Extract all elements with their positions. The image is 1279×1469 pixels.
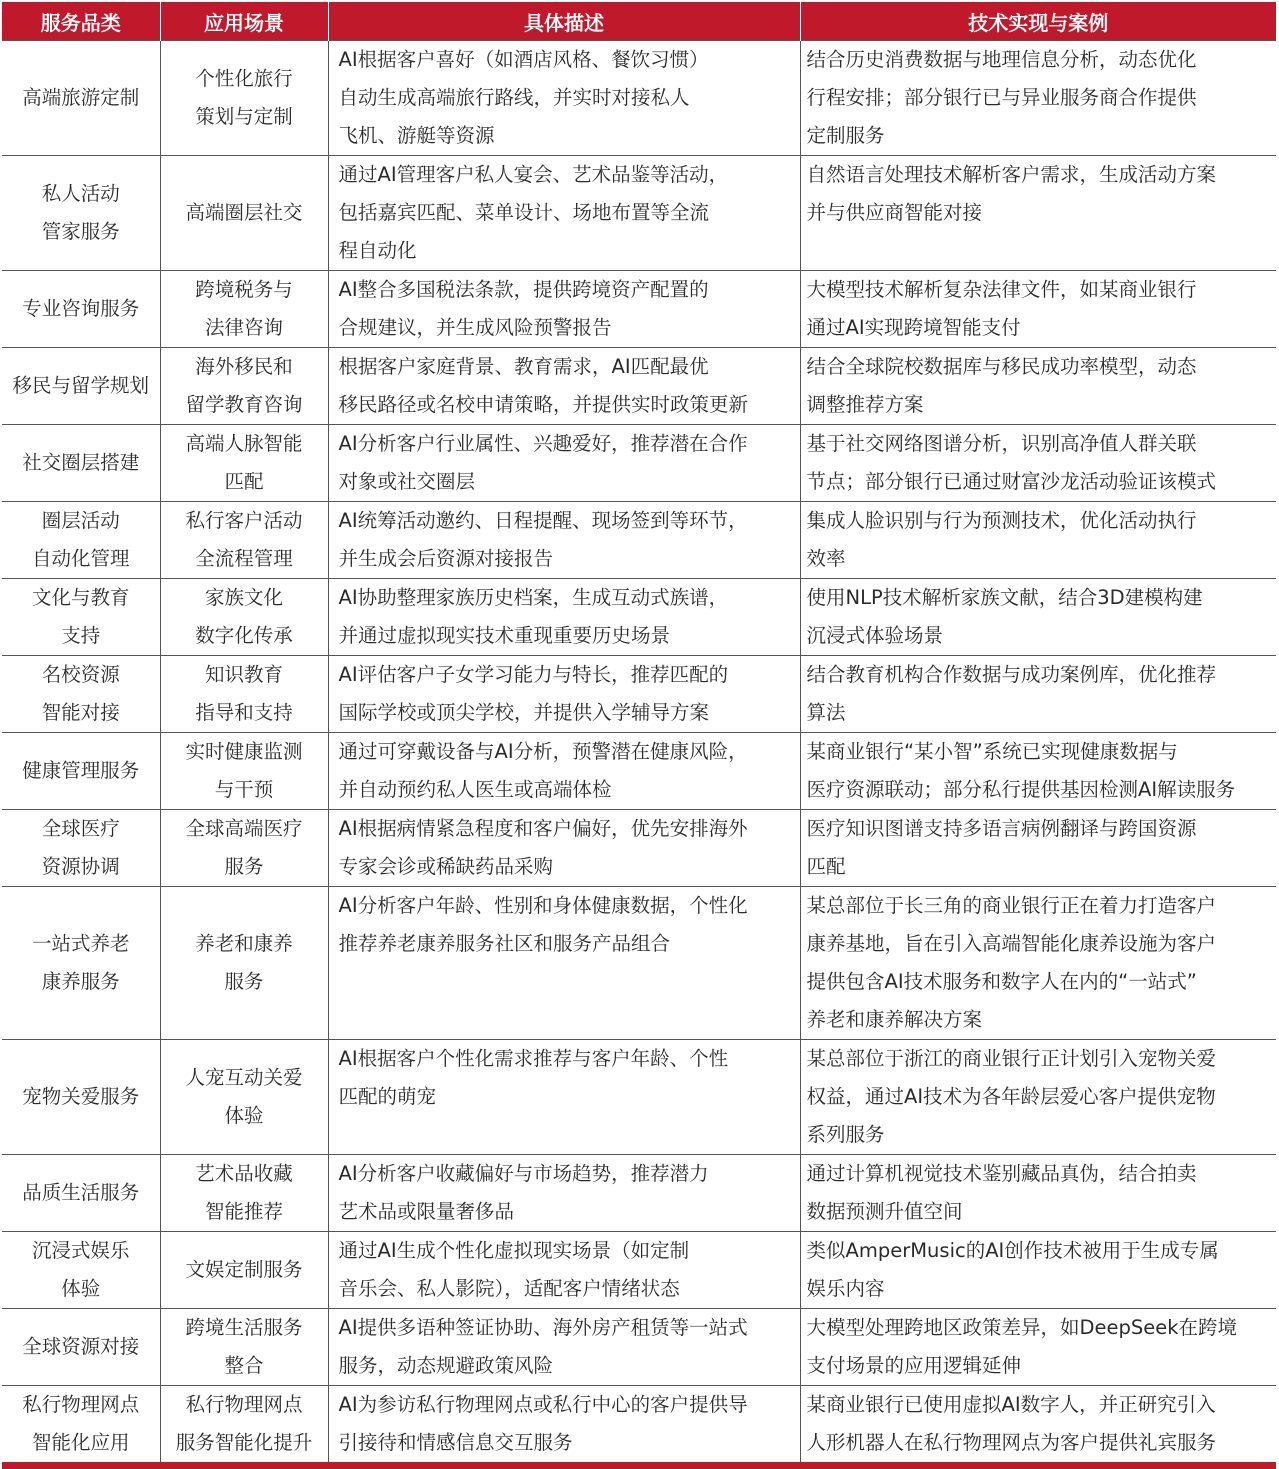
cell-line: 国际学校或顶尖学校，并提供入学辅导方案 bbox=[338, 701, 710, 724]
cell-line: 家族文化 bbox=[204, 586, 283, 609]
cell-line: 法律咨询 bbox=[204, 316, 283, 339]
cell-line: 服务 bbox=[224, 970, 264, 993]
cell-line: AI协助整理家族历史档案，生成互动式族谱， bbox=[338, 586, 729, 609]
cell-line: 使用NLP技术解析家族文献，结合3D建模构建 bbox=[806, 586, 1203, 609]
cell-line: 整合 bbox=[224, 1354, 264, 1377]
cell-scene bbox=[160, 810, 328, 887]
cell-line: 留学教育咨询 bbox=[185, 393, 303, 416]
cell-line: 康养服务 bbox=[41, 970, 120, 993]
cell-line: 定制服务 bbox=[806, 124, 885, 147]
cell-line: 私行客户活动 bbox=[185, 509, 303, 532]
cell-tech bbox=[800, 733, 1276, 810]
cell-line: 通过计算机视觉技术鉴别藏品真伪，结合拍卖 bbox=[806, 1162, 1197, 1185]
cell-line: 效率 bbox=[806, 547, 846, 570]
cell-category bbox=[2, 579, 160, 656]
cell-tech bbox=[800, 1386, 1276, 1463]
cell-line: 集成人脸识别与行为预测技术，优化活动执行 bbox=[806, 509, 1197, 532]
cell-line: 推荐养老康养服务社区和服务产品组合 bbox=[338, 932, 671, 955]
cell-line: 匹配 bbox=[806, 855, 846, 878]
cell-description bbox=[328, 425, 800, 502]
cell-category bbox=[2, 348, 160, 425]
cell-tech bbox=[800, 156, 1276, 271]
cell-line: 养老和康养 bbox=[195, 932, 293, 955]
cell-tech bbox=[800, 271, 1276, 348]
cell-description bbox=[328, 579, 800, 656]
cell-line: 管家服务 bbox=[41, 220, 120, 243]
cell-tech bbox=[800, 425, 1276, 502]
cell-line: 支付场景的应用逻辑延伸 bbox=[806, 1354, 1022, 1377]
cell-tech bbox=[800, 348, 1276, 425]
cell-line: 专家会诊或稀缺药品采购 bbox=[338, 855, 554, 878]
cell-tech bbox=[800, 502, 1276, 579]
cell-category bbox=[2, 425, 160, 502]
cell-line: 某总部位于长三角的商业银行正在着力打造客户 bbox=[806, 894, 1217, 917]
cell-category bbox=[2, 810, 160, 887]
cell-tech bbox=[800, 41, 1276, 156]
cell-line: 引接待和情感信息交互服务 bbox=[338, 1431, 573, 1454]
cell-description bbox=[328, 502, 800, 579]
table-row bbox=[2, 41, 1276, 156]
cell-line: 音乐会、私人影院），适配客户情绪状态 bbox=[338, 1277, 680, 1300]
cell-line: 服务智能化提升 bbox=[175, 1431, 313, 1454]
table-row bbox=[2, 348, 1276, 425]
cell-category bbox=[2, 1232, 160, 1309]
cell-line: 人宠互动关爱 bbox=[185, 1066, 303, 1089]
cell-scene bbox=[160, 348, 328, 425]
cell-category bbox=[2, 1155, 160, 1232]
cell-line: 高端人脉智能 bbox=[185, 432, 303, 455]
table-row bbox=[2, 579, 1276, 656]
cell-line: 康养基地，旨在引入高端智能化康养设施为客户 bbox=[806, 932, 1217, 955]
header-tech-and-cases: 技术实现与案例 bbox=[800, 2, 1276, 41]
cell-line: 系列服务 bbox=[806, 1123, 885, 1146]
cell-line: 娱乐内容 bbox=[806, 1277, 885, 1300]
cell-category bbox=[2, 887, 160, 1040]
cell-line: 大模型处理跨地区政策差异，如DeepSeek在跨境 bbox=[806, 1316, 1238, 1339]
cell-line: 体验 bbox=[61, 1277, 101, 1300]
cell-description bbox=[328, 1232, 800, 1309]
cell-line: 移民路径或名校申请策略，并提供实时政策更新 bbox=[338, 393, 749, 416]
cell-line: 一站式养老 bbox=[31, 932, 130, 955]
cell-line: 根据客户家庭背景、教育需求，AI匹配最优 bbox=[338, 355, 709, 378]
cell-category bbox=[2, 156, 160, 271]
cell-line: 节点；部分银行已通过财富沙龙活动验证该模式 bbox=[806, 470, 1217, 493]
cell-line: 并通过虚拟现实技术重现重要历史场景 bbox=[338, 624, 671, 647]
cell-line: 高端圈层社交 bbox=[185, 201, 303, 224]
table-row bbox=[2, 887, 1276, 1040]
cell-line: 服务 bbox=[224, 855, 264, 878]
cell-tech bbox=[800, 810, 1276, 887]
cell-line: 医疗资源联动；部分私行提供基因检测AI解读服务 bbox=[806, 778, 1236, 801]
cell-line: 自然语言处理技术解析客户需求，生成活动方案 bbox=[806, 163, 1217, 186]
cell-line: 体验 bbox=[224, 1104, 264, 1127]
cell-tech bbox=[800, 1309, 1276, 1386]
header-row bbox=[2, 2, 1276, 41]
cell-tech bbox=[800, 1232, 1276, 1309]
cell-tech bbox=[800, 887, 1276, 1040]
cell-line: 海外移民和 bbox=[195, 355, 293, 378]
cell-line: AI为参访私行物理网点或私行中心的客户提供导 bbox=[338, 1393, 748, 1416]
cell-line: 私行物理网点 bbox=[22, 1393, 140, 1416]
cell-line: 提供包含AI技术服务和数字人在内的“一站式” bbox=[806, 970, 1197, 993]
cell-line: 自动化管理 bbox=[31, 547, 130, 570]
cell-line: 策划与定制 bbox=[195, 105, 293, 128]
cell-line: AI评估客户子女学习能力与特长，推荐匹配的 bbox=[338, 663, 729, 686]
cell-line: 某商业银行已使用虚拟AI数字人，并正研究引入 bbox=[806, 1393, 1216, 1416]
cell-line: AI整合多国税法条款，提供跨境资产配置的 bbox=[338, 278, 709, 301]
cell-line: 指导和支持 bbox=[195, 701, 293, 724]
table-row bbox=[2, 733, 1276, 810]
table-row bbox=[2, 1040, 1276, 1155]
cell-line: AI统筹活动邀约、日程提醒、现场签到等环节， bbox=[338, 509, 748, 532]
cell-line: 通过AI生成个性化虚拟现实场景（如定制 bbox=[338, 1239, 690, 1262]
cell-line: 服务，动态规避政策风险 bbox=[338, 1354, 554, 1377]
cell-line: 全流程管理 bbox=[195, 547, 293, 570]
cell-line: 社交圈层搭建 bbox=[22, 451, 140, 474]
cell-line: 结合全球院校数据库与移民成功率模型，动态 bbox=[806, 355, 1197, 378]
cell-line: 品质生活服务 bbox=[22, 1181, 140, 1204]
cell-description bbox=[328, 1040, 800, 1155]
table-body bbox=[2, 41, 1276, 1463]
cell-scene bbox=[160, 1155, 328, 1232]
table-row bbox=[2, 810, 1276, 887]
cell-line: AI分析客户收藏偏好与市场趋势，推荐潜力 bbox=[338, 1162, 709, 1185]
cell-line: 包括嘉宾匹配、菜单设计、场地布置等全流 bbox=[338, 201, 710, 224]
cell-line: 权益，通过AI技术为各年龄层爱心客户提供宠物 bbox=[806, 1085, 1216, 1108]
cell-tech bbox=[800, 1155, 1276, 1232]
table-row bbox=[2, 656, 1276, 733]
cell-line: 并生成会后资源对接报告 bbox=[338, 547, 554, 570]
cell-description bbox=[328, 1155, 800, 1232]
cell-line: 医疗知识图谱支持多语言病例翻译与跨国资源 bbox=[806, 817, 1197, 840]
cell-scene bbox=[160, 1232, 328, 1309]
cell-line: 高端旅游定制 bbox=[22, 86, 140, 109]
cell-category bbox=[2, 733, 160, 810]
bottom-rule bbox=[2, 1462, 1276, 1469]
cell-scene bbox=[160, 887, 328, 1040]
cell-category bbox=[2, 41, 160, 156]
cell-scene bbox=[160, 656, 328, 733]
cell-description bbox=[328, 1386, 800, 1463]
table-row bbox=[2, 1232, 1276, 1309]
cell-line: 养老和康养解决方案 bbox=[806, 1008, 983, 1031]
table-row bbox=[2, 271, 1276, 348]
cell-line: 全球资源对接 bbox=[22, 1335, 140, 1358]
cell-category bbox=[2, 502, 160, 579]
cell-line: 结合历史消费数据与地理信息分析，动态优化 bbox=[806, 48, 1197, 71]
cell-line: 匹配 bbox=[224, 470, 264, 493]
cell-line: 私人活动 bbox=[41, 182, 120, 205]
cell-description bbox=[328, 733, 800, 810]
table-row bbox=[2, 1155, 1276, 1232]
cell-line: 知识教育 bbox=[204, 663, 283, 686]
cell-scene bbox=[160, 1386, 328, 1463]
cell-description bbox=[328, 156, 800, 271]
services-table bbox=[2, 2, 1276, 1462]
cell-line: AI分析客户行业属性、兴趣爱好，推荐潜在合作 bbox=[338, 432, 748, 455]
cell-description bbox=[328, 887, 800, 1040]
cell-line: 智能推荐 bbox=[204, 1200, 283, 1223]
cell-tech bbox=[800, 656, 1276, 733]
cell-category bbox=[2, 271, 160, 348]
cell-line: 支持 bbox=[61, 624, 101, 647]
cell-description bbox=[328, 810, 800, 887]
cell-line: 人形机器人在私行物理网点为客户提供礼宾服务 bbox=[806, 1431, 1217, 1454]
cell-scene bbox=[160, 156, 328, 271]
cell-line: 结合教育机构合作数据与成功案例库，优化推荐 bbox=[806, 663, 1217, 686]
cell-scene bbox=[160, 425, 328, 502]
table-row bbox=[2, 425, 1276, 502]
cell-line: 通过AI实现跨境智能支付 bbox=[806, 316, 1021, 339]
services-table-wrapper bbox=[2, 2, 1276, 1469]
cell-scene bbox=[160, 1040, 328, 1155]
cell-line: 个性化旅行 bbox=[195, 67, 293, 90]
table-row bbox=[2, 502, 1276, 579]
cell-line: 某总部位于浙江的商业银行正计划引入宠物关爱 bbox=[806, 1047, 1217, 1070]
cell-line: 通过可穿戴设备与AI分析，预警潜在健康风险， bbox=[338, 740, 748, 763]
cell-description bbox=[328, 656, 800, 733]
cell-line: 沉浸式体验场景 bbox=[806, 624, 944, 647]
cell-line: 实时健康监测 bbox=[185, 740, 303, 763]
cell-line: 并与供应商智能对接 bbox=[806, 201, 983, 224]
cell-line: 类似AmperMusic的AI创作技术被用于生成专属 bbox=[806, 1239, 1219, 1262]
cell-line: 名校资源 bbox=[41, 663, 120, 686]
cell-category bbox=[2, 1309, 160, 1386]
cell-line: 艺术品或限量奢侈品 bbox=[338, 1200, 515, 1223]
cell-line: 圈层活动 bbox=[41, 509, 120, 532]
cell-tech bbox=[800, 1040, 1276, 1155]
cell-line: 沉浸式娱乐 bbox=[31, 1239, 130, 1262]
cell-line: 调整推荐方案 bbox=[806, 393, 924, 416]
cell-line: 数字化传承 bbox=[195, 624, 293, 647]
header-service-category: 服务品类 bbox=[2, 2, 160, 41]
cell-line: 算法 bbox=[806, 701, 846, 724]
cell-line: 智能对接 bbox=[41, 701, 120, 724]
cell-line: 健康管理服务 bbox=[22, 759, 140, 782]
cell-line: AI分析客户年龄、性别和身体健康数据，个性化 bbox=[338, 894, 748, 917]
cell-line: 私行物理网点 bbox=[185, 1393, 303, 1416]
cell-line: 全球高端医疗 bbox=[185, 817, 303, 840]
table-row bbox=[2, 1386, 1276, 1463]
header-application-scene: 应用场景 bbox=[160, 2, 328, 41]
cell-category bbox=[2, 1386, 160, 1463]
cell-line: 文娱定制服务 bbox=[185, 1258, 303, 1281]
cell-line: 专业咨询服务 bbox=[22, 297, 140, 320]
table-row bbox=[2, 1309, 1276, 1386]
cell-line: 数据预测升值空间 bbox=[806, 1200, 963, 1223]
table-row bbox=[2, 156, 1276, 271]
cell-line: AI根据客户个性化需求推荐与客户年龄、个性 bbox=[338, 1047, 729, 1070]
cell-line: AI根据病情紧急程度和客户偏好，优先安排海外 bbox=[338, 817, 748, 840]
cell-line: 与干预 bbox=[214, 778, 274, 801]
cell-description bbox=[328, 41, 800, 156]
cell-line: 程自动化 bbox=[338, 239, 417, 262]
cell-line: 资源协调 bbox=[41, 855, 120, 878]
cell-line: 某商业银行“某小智”系统已实现健康数据与 bbox=[806, 740, 1178, 763]
cell-line: 并自动预约私人医生或高端体检 bbox=[338, 778, 612, 801]
cell-line: 宠物关爱服务 bbox=[22, 1085, 140, 1108]
cell-scene bbox=[160, 1309, 328, 1386]
cell-scene bbox=[160, 502, 328, 579]
cell-scene bbox=[160, 579, 328, 656]
cell-line: 跨境税务与 bbox=[195, 278, 293, 301]
cell-category bbox=[2, 656, 160, 733]
cell-line: 合规建议，并生成风险预警报告 bbox=[338, 316, 612, 339]
cell-line: 自动生成高端旅行路线，并实时对接私人 bbox=[338, 86, 690, 109]
cell-line: 移民与留学规划 bbox=[12, 374, 149, 397]
cell-line: 艺术品收藏 bbox=[195, 1162, 293, 1185]
cell-tech bbox=[800, 579, 1276, 656]
cell-scene bbox=[160, 271, 328, 348]
cell-line: 全球医疗 bbox=[41, 817, 120, 840]
cell-description bbox=[328, 348, 800, 425]
cell-line: 对象或社交圈层 bbox=[338, 470, 476, 493]
cell-line: 行程安排；部分银行已与异业服务商合作提供 bbox=[806, 86, 1197, 109]
cell-line: 飞机、游艇等资源 bbox=[338, 124, 495, 147]
cell-line: AI提供多语种签证协助、海外房产租赁等一站式 bbox=[338, 1316, 748, 1339]
cell-line: 基于社交网络图谱分析，识别高净值人群关联 bbox=[806, 432, 1197, 455]
cell-description bbox=[328, 271, 800, 348]
cell-scene bbox=[160, 733, 328, 810]
header-description: 具体描述 bbox=[328, 2, 800, 41]
cell-line: 跨境生活服务 bbox=[185, 1316, 303, 1339]
cell-line: 文化与教育 bbox=[31, 586, 130, 609]
cell-line: 通过AI管理客户私人宴会、艺术品鉴等活动， bbox=[338, 163, 729, 186]
cell-category bbox=[2, 1040, 160, 1155]
cell-line: AI根据客户喜好（如酒店风格、餐饮习惯） bbox=[338, 48, 709, 71]
cell-scene bbox=[160, 41, 328, 156]
cell-line: 匹配的萌宠 bbox=[338, 1085, 437, 1108]
cell-line: 智能化应用 bbox=[31, 1431, 130, 1454]
cell-line: 大模型技术解析复杂法律文件，如某商业银行 bbox=[806, 278, 1197, 301]
table-header bbox=[2, 2, 1276, 41]
cell-description bbox=[328, 1309, 800, 1386]
